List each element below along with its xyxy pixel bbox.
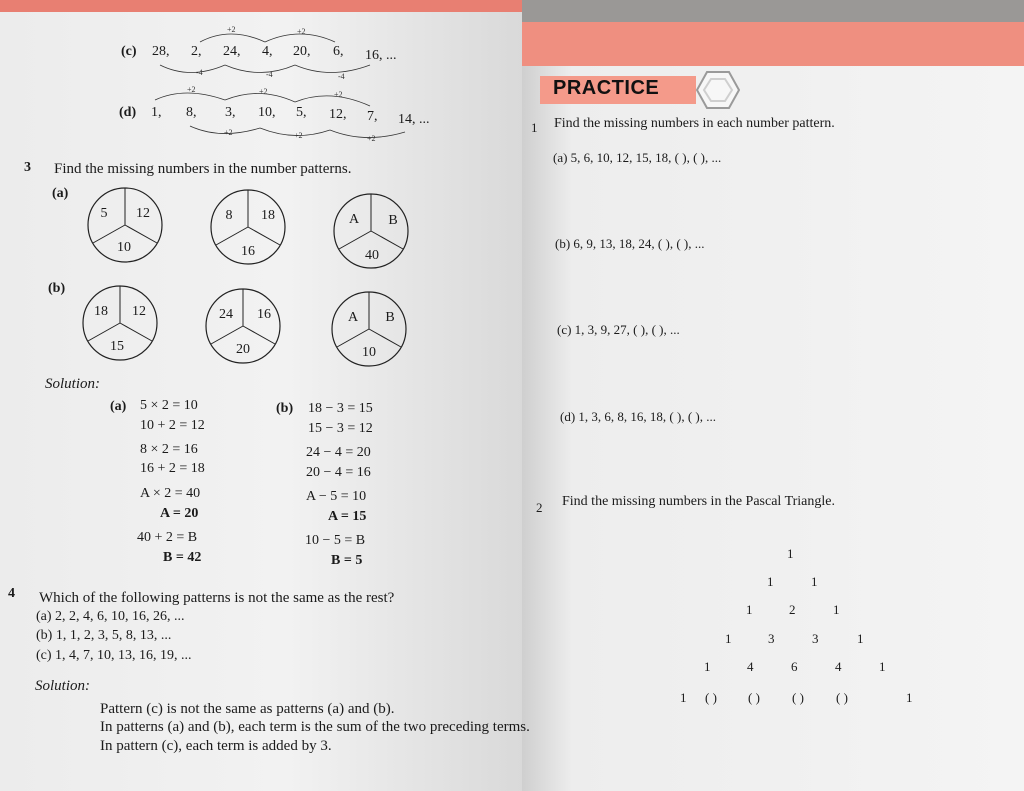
circle-value: 10 [362, 345, 376, 360]
question-number: 1 [531, 120, 538, 135]
pattern-d-term: 1, [151, 105, 162, 120]
pascal-entry: 1 [746, 602, 753, 617]
solution-line: A × 2 = 40 [140, 486, 201, 501]
pattern-d-term: 10, [258, 105, 276, 120]
pattern-d-term: 3, [225, 105, 236, 120]
arrow-label: -4 [196, 68, 203, 77]
right-page-header-band [522, 22, 1024, 66]
circle-value: 15 [110, 339, 124, 354]
pattern-c-term: 2, [191, 44, 202, 59]
left-page-header-band [0, 0, 522, 12]
pascal-entry: 6 [791, 659, 798, 674]
solution-line: 10 − 5 = B [305, 533, 366, 548]
pascal-entry: 3 [768, 631, 775, 646]
pattern-d-term: 5, [296, 105, 307, 120]
circle-value: 8 [225, 208, 233, 223]
solution-heading: Solution: [45, 376, 100, 392]
number-circle [330, 290, 408, 368]
number-circle [332, 192, 410, 270]
circle-value: B [385, 310, 395, 325]
question-text: Find the missing numbers in each number pattern. [554, 116, 835, 131]
solution-line: 5 × 2 = 10 [140, 398, 198, 413]
arrow-label: +2 [259, 87, 268, 96]
circle-value: 16 [241, 244, 255, 259]
pattern-c-term: 28, [152, 44, 170, 59]
pascal-entry: 2 [789, 602, 796, 617]
question-number: 2 [536, 500, 543, 515]
circle-value: 20 [236, 342, 250, 357]
pascal-entry: 1 [704, 659, 711, 674]
pascal-entry: 4 [747, 659, 754, 674]
pattern-d-term: 12, [329, 107, 347, 122]
pascal-entry: 1 [787, 546, 794, 561]
pascal-blank[interactable]: ( ) [748, 690, 760, 705]
solution-line: In pattern (c), each term is added by 3. [100, 738, 332, 754]
option-line: (c) 1, 4, 7, 10, 13, 16, 19, ... [36, 648, 192, 663]
pascal-blank[interactable]: ( ) [836, 690, 848, 705]
question-number: 3 [24, 160, 31, 175]
solution-line: Pattern (c) is not the same as patterns (a) and (b). [100, 701, 395, 717]
arrow-label: +2 [294, 131, 303, 140]
circle-value: 12 [132, 304, 146, 319]
pattern-c-term: 24, [223, 44, 241, 59]
arrow-label: +2 [224, 128, 233, 137]
number-circle [204, 287, 282, 365]
practice-part: (a) 5, 6, 10, 12, 15, 18, ( ), ( ), ... [553, 150, 722, 165]
solution-line: 10 + 2 = 12 [140, 418, 205, 433]
solution-line: In patterns (a) and (b), each term is the sum of the two preceding terms. [100, 719, 530, 735]
solution-heading: Solution: [35, 678, 90, 694]
solution-line: 8 × 2 = 16 [140, 442, 198, 457]
circle-value: 12 [136, 206, 150, 221]
circle-value: 18 [94, 304, 108, 319]
pascal-entry: 1 [906, 690, 913, 705]
pattern-d-term: 14, ... [398, 112, 430, 127]
pattern-c-term: 4, [262, 44, 273, 59]
arrow-label: -4 [266, 70, 273, 79]
circle-value: 24 [219, 307, 233, 322]
arrow-label: +2 [187, 85, 196, 94]
solution-answer: A = 15 [328, 509, 367, 524]
pascal-entry: 1 [767, 574, 774, 589]
solution-line: 20 − 4 = 16 [306, 465, 371, 480]
pascal-entry: 1 [879, 659, 886, 674]
question-text: Find the missing numbers in the number patterns. [54, 161, 352, 177]
solution-answer: B = 5 [331, 553, 363, 568]
pascal-entry: 1 [811, 574, 818, 589]
pascal-entry: 1 [680, 690, 687, 705]
circle-value: B [388, 213, 398, 228]
pattern-d-label: (d) [119, 105, 137, 120]
part-label: (b) [276, 401, 294, 416]
arrow-label: +2 [334, 90, 343, 99]
option-line: (a) 2, 2, 4, 6, 10, 16, 26, ... [36, 609, 185, 624]
pattern-c-term: 16, ... [365, 48, 397, 63]
pattern-c-term: 20, [293, 44, 311, 59]
right-page-top-edge [522, 0, 1024, 22]
part-label: (b) [48, 281, 66, 296]
circle-value: A [348, 212, 360, 227]
solution-answer: A = 20 [160, 506, 199, 521]
circle-value: 16 [257, 307, 271, 322]
pattern-d-term: 7, [367, 109, 378, 124]
pascal-blank[interactable]: ( ) [792, 690, 804, 705]
question-text: Which of the following patterns is not the same as the rest? [39, 590, 395, 606]
solution-line: 16 + 2 = 18 [140, 461, 205, 476]
hexagon-icon [696, 70, 740, 110]
solution-line: A − 5 = 10 [306, 489, 367, 504]
number-circle [81, 284, 159, 362]
pascal-entry: 1 [833, 602, 840, 617]
circle-value: 18 [261, 208, 275, 223]
solution-line: 40 + 2 = B [137, 530, 198, 545]
pascal-entry: 1 [857, 631, 864, 646]
practice-part: (c) 1, 3, 9, 27, ( ), ( ), ... [557, 322, 680, 337]
arrow-label: +2 [297, 27, 306, 36]
circle-value: 10 [117, 240, 131, 255]
number-circle [209, 188, 287, 266]
circle-value: 40 [365, 248, 379, 263]
arrow-label: -4 [338, 72, 345, 81]
practice-part: (d) 1, 3, 6, 8, 16, 18, ( ), ( ), ... [560, 409, 716, 424]
pascal-blank[interactable]: ( ) [705, 690, 717, 705]
circle-value: 5 [100, 206, 108, 221]
pascal-entry: 3 [812, 631, 819, 646]
solution-line: 24 − 4 = 20 [306, 445, 371, 460]
pascal-entry: 4 [835, 659, 842, 674]
practice-part: (b) 6, 9, 13, 18, 24, ( ), ( ), ... [555, 236, 705, 251]
part-label: (a) [52, 186, 69, 201]
pattern-d-term: 8, [186, 105, 197, 120]
solution-answer: B = 42 [163, 550, 202, 565]
arrow-label: +2 [367, 134, 376, 143]
part-label: (a) [110, 399, 127, 414]
pascal-entry: 1 [725, 631, 732, 646]
circle-value: A [347, 310, 359, 325]
solution-line: 15 − 3 = 12 [308, 421, 373, 436]
pattern-c-term: 6, [333, 44, 344, 59]
option-line: (b) 1, 1, 2, 3, 5, 8, 13, ... [36, 628, 172, 643]
solution-line: 18 − 3 = 15 [308, 401, 373, 416]
number-circle [86, 186, 164, 264]
question-number: 4 [8, 586, 15, 601]
practice-title: PRACTICE [553, 77, 660, 99]
question-text: Find the missing numbers in the Pascal Triangle. [562, 494, 835, 509]
arrow-label: +2 [227, 25, 236, 34]
pattern-c-label: (c) [121, 44, 137, 59]
